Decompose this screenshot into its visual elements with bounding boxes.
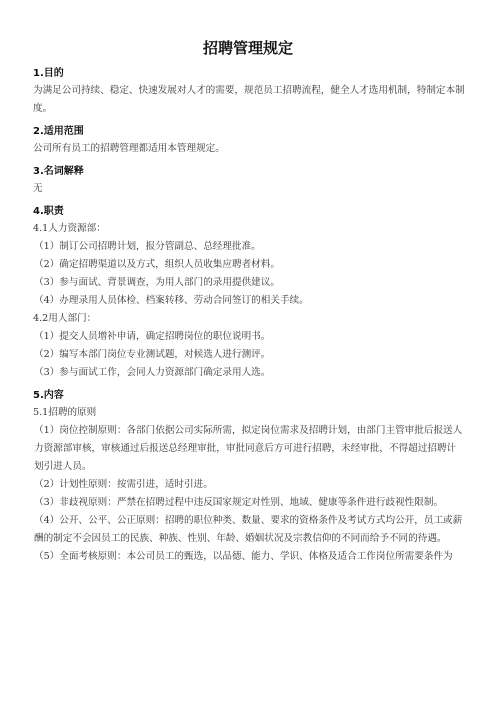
list-item: （1）岗位控制原则：各部门依据公司实际所需，拟定岗位需求及招聘计划，由部门主管审批后报送人力资源部审核，审核通过后报送总经理审批，审批同意后方可进行招聘，未经审批，不得超过招聘计划引进人员。 xyxy=(34,425,463,472)
list-item: （3）参与面试、背景调查，为用人部门的录用提供建议。 xyxy=(34,277,280,288)
list-item: （1）提交人员增补申请，确定招聘岗位的职位说明书。 xyxy=(34,331,271,342)
section-heading: 5.内容 xyxy=(33,390,64,401)
section-text: 无 xyxy=(33,183,43,194)
section-purpose xyxy=(33,66,465,118)
list-item: （5）全面考核原则：本公司员工的甄选，以品德、能力、学识、体格及适合工作岗位所需要条件为 xyxy=(34,551,453,562)
subsection-title: 5.1招聘的原则 xyxy=(33,407,97,418)
section-heading: 1.目的 xyxy=(33,68,64,79)
list-item: （2）计划性原则：按需引进，适时引进。 xyxy=(34,479,213,490)
section-heading: 3.名词解释 xyxy=(33,166,84,177)
section-text: 为满足公司持续、稳定、快速发展对人才的需要，规范员工招聘流程，健全人才选用机制，特制定本制度。 xyxy=(33,85,465,114)
list-item: （2）确定招聘渠道以及方式，组织人员收集应聘者材料。 xyxy=(34,259,280,270)
section-scope xyxy=(33,124,465,158)
section-duties xyxy=(33,204,465,382)
subsection-title: 4.2用人部门： xyxy=(33,313,97,324)
section-text: 公司所有员工的招聘管理都适用本管理规定。 xyxy=(33,143,225,154)
list-item: （3）参与面试工作，会同人力资源部门确定录用人选。 xyxy=(34,367,271,378)
list-item: （3）非歧视原则：严禁在招聘过程中违反国家规定对性别、地域、健康等条件进行歧视性限制。 xyxy=(34,497,444,508)
section-heading: 2.适用范围 xyxy=(33,126,84,137)
list-item: （1）制订公司招聘计划，报分管副总、总经理批准。 xyxy=(34,241,261,252)
document-title: 招聘管理规定 xyxy=(202,39,293,57)
section-heading: 4.职责 xyxy=(33,206,64,217)
subsection-title: 4.1人力资源部： xyxy=(33,223,106,234)
list-item: （2）编写本部门岗位专业测试题，对候选人进行测评。 xyxy=(34,349,271,360)
list-item: （4）公开、公平、公正原则：招聘的职位种类、数量、要求的资格条件及考试方式均公开，员工或薪酬的制定不会因员工的民族、种族、性别、年龄、婚姻状况及宗教信仰的不同而给予不同的待遇。 xyxy=(34,515,463,544)
document-body xyxy=(33,66,465,566)
section-content xyxy=(33,388,465,566)
section-definitions xyxy=(33,164,465,198)
list-item: （4）办理录用人员体检、档案转移、劳动合同签订的相关手续。 xyxy=(34,295,309,306)
